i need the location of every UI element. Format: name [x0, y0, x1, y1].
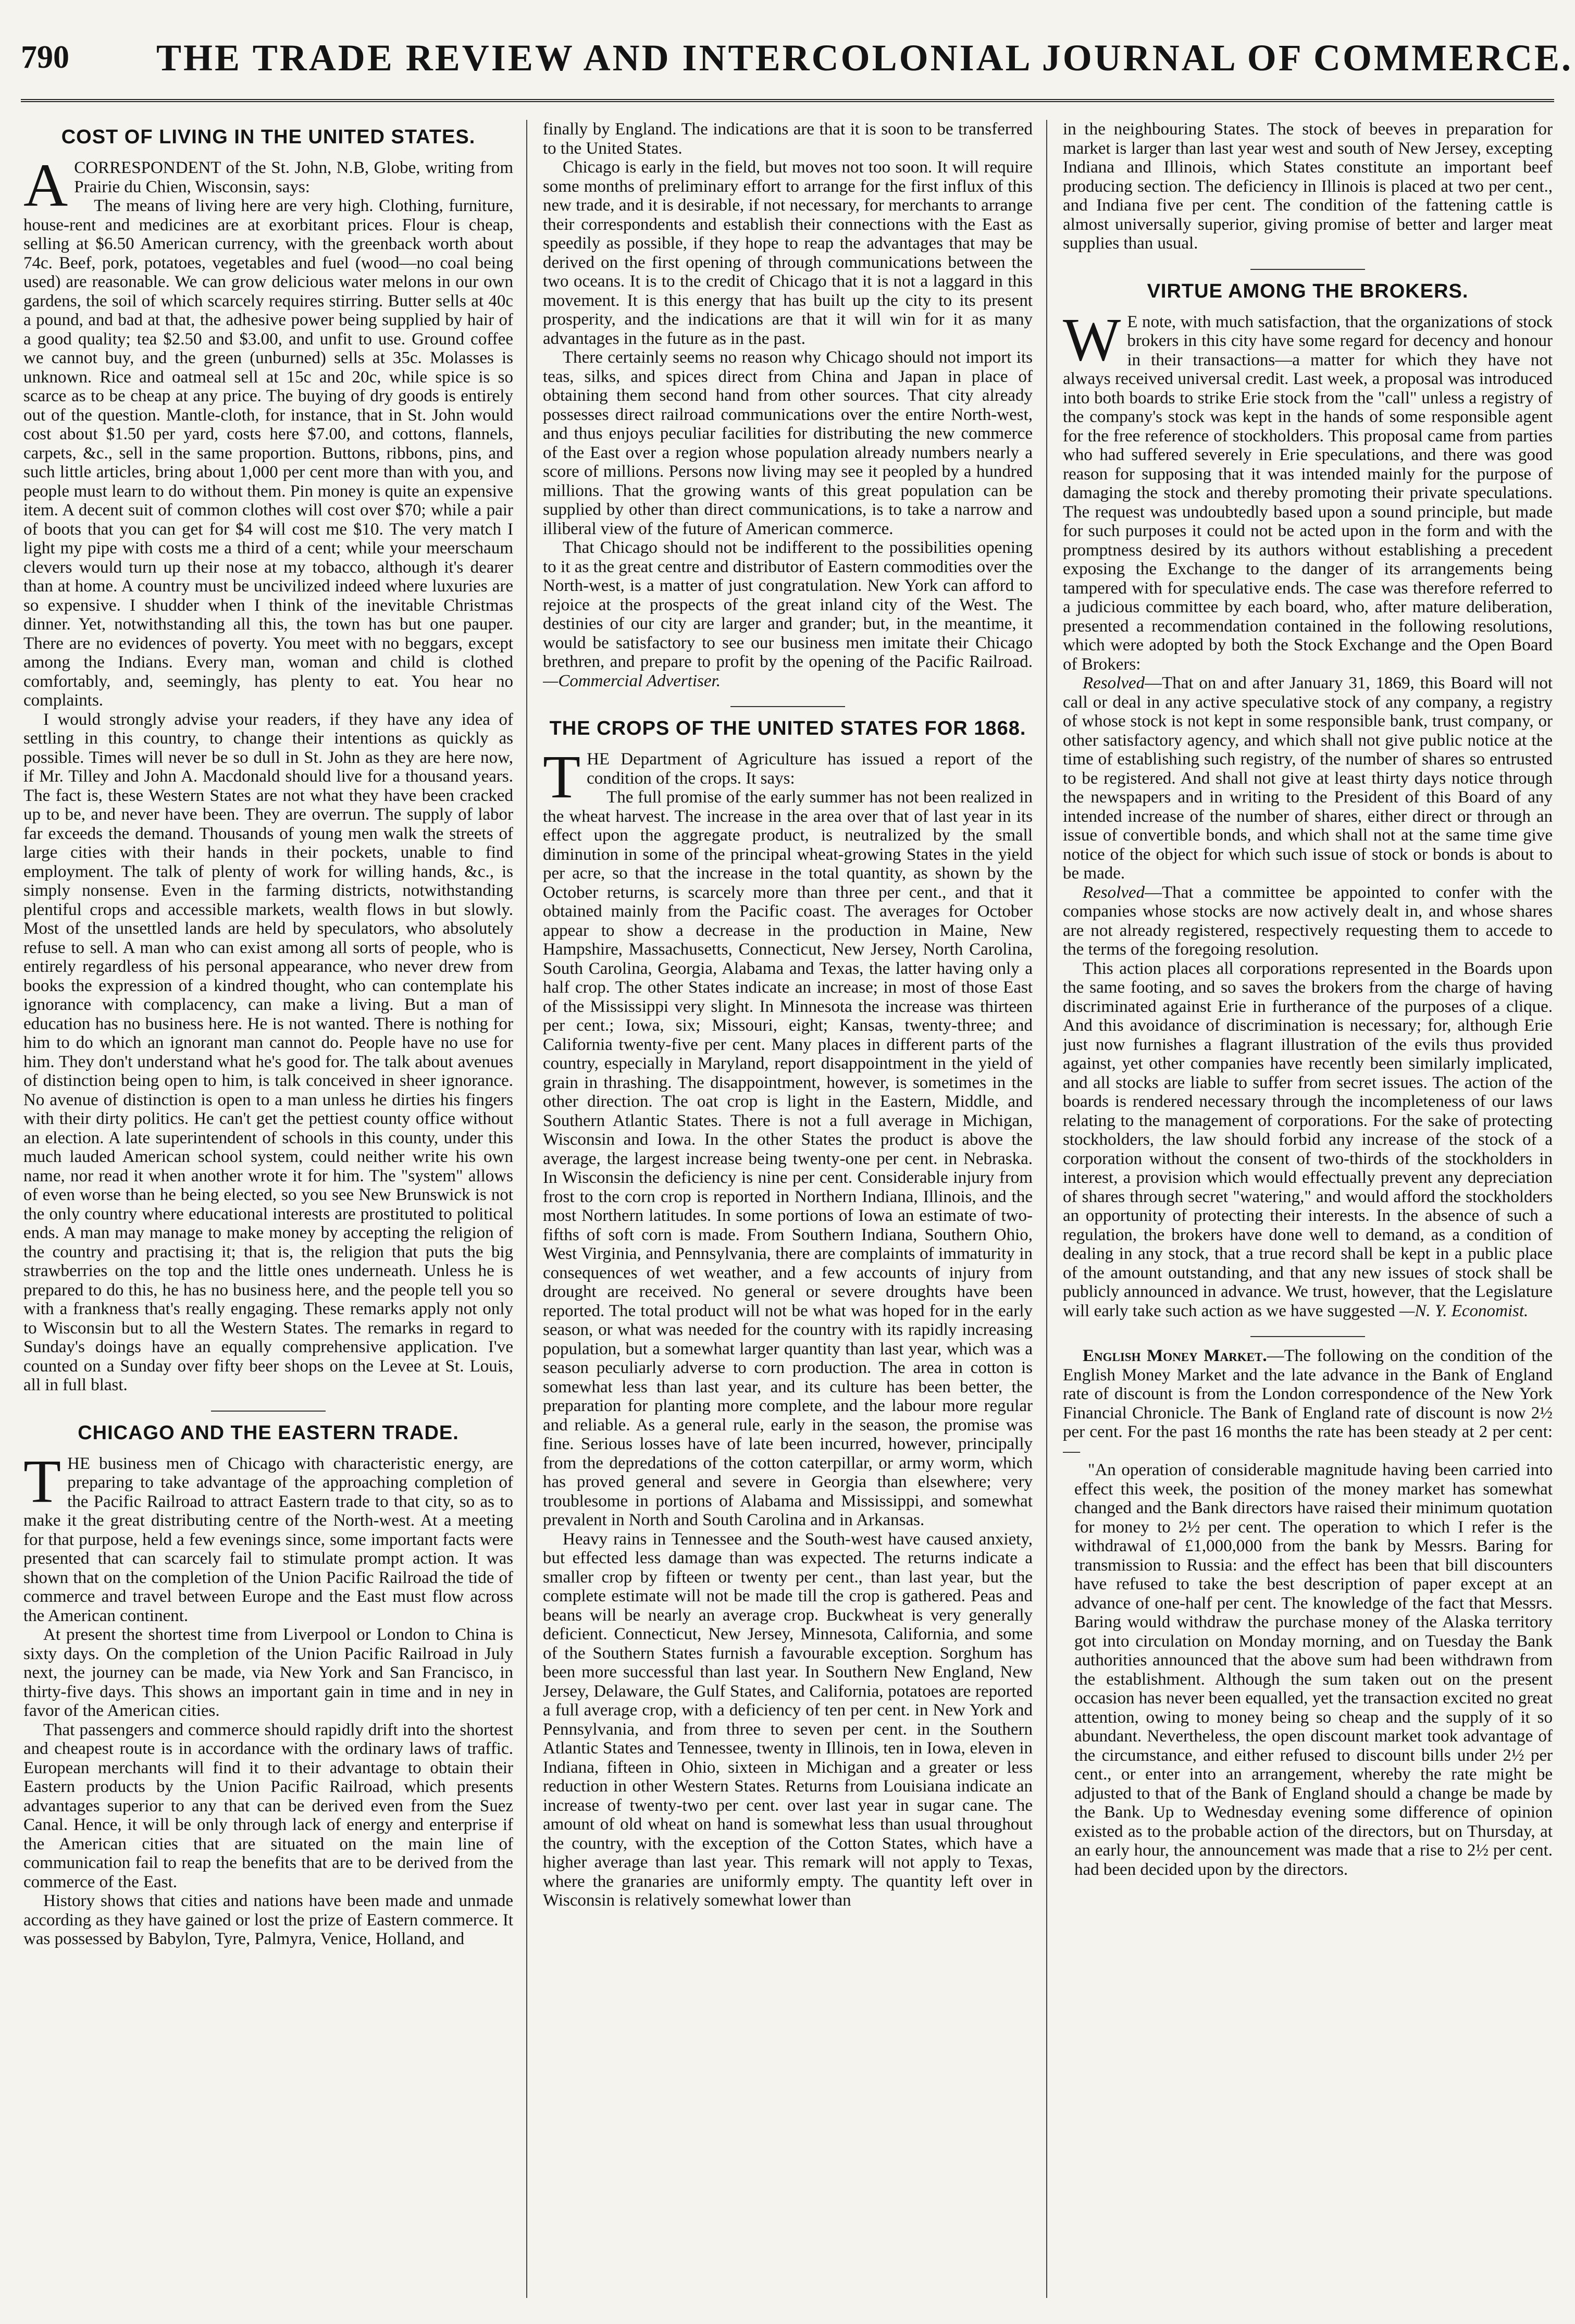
running-title: THE TRADE REVIEW AND INTERCOLONIAL JOURNAL OF COMMERCE.: [156, 37, 1573, 79]
paragraph-text: This action places all corporations represented in the Boards upon the same footing, and so saves the brokers from the charge of having discriminated against Erie in furtherance of the purposes of a clique. And this avoidance of discrimination is necessary; for, although Erie just now furnishes a flagrant illustration of the evils thus provided against, yet other companies have recently been similarly implicated, and all stocks are liable to suffer from secret issues. The action of the boards is rendered necessary through the incompleteness of our laws relating to the management of corporations. For the sake of protecting stockholders, the law should forbid any increase of the stock of a corporation without the consent of two-thirds of the stockholders in interest, a provision which would effectually prevent any depreciation of shares through secret "watering," and would afford the stockholders an opportunity of protecting their interests. In the absence of such a regulation, the brokers have done well to demand, as a condition of dealing in any stock, that a true record shall be kept in a public place of the amount outstanding, and that any new issues of stock shall be publicly announced in advance. We trust, however, that the Legislature will early take such action as we have suggested: [1063, 959, 1553, 1320]
column-rule-left: [526, 120, 527, 2298]
article-title: VIRTUE AMONG THE BROKERS.: [1147, 280, 1469, 302]
lead-text: —The following on the condition of the English Money Market and the late advance in the Bank of England rate of discount is from the London correspondence of the New York Financial Chronicle. The Bank of England rate of discount is now 2½ per cent. For the past 16 months the rate has been steady at 2 per cent:—: [1063, 1346, 1553, 1461]
paragraph: [543, 538, 1033, 690]
drop-cap: W: [1063, 305, 1121, 374]
column-middle: [543, 120, 1033, 2303]
paragraph: finally by England. The indications are that it is soon to be transferred to the United States.: [543, 120, 1033, 158]
lead-text: HE business men of Chicago with characteristic energy, are preparing to take advantage of the approaching completion of the Pacific Railroad to attract Eastern trade to that city, so as to make it the great distributing centre of the North-west. At a meeting for that purpose, held a few evenings since, some important facts were presented that can scarcely fail to stimulate prompt action. It was shown that on the completion of the Union Pacific Railroad the tide of commerce and travel between Europe and the East must flow across the American continent.: [23, 1454, 513, 1625]
page-number: 790: [21, 40, 69, 75]
article-lead: [1063, 305, 1553, 674]
paragraph: There certainly seems no reason why Chicago should not import its teas, silks, and spices direct from China and Japan in place of obtaining them second hand from other sources. That city already possesses direct railroad communications over the entire North-west, and thus enjoys peculiar facilities for distributing the new commerce of the East over a region whose population already numbers nearly a score of millions. Persons now living may see it peopled by a hundred millions. That the growing wants of this great population can be supplied by other than direct communications, is to take a narrow and illiberal view of the future of American commerce.: [543, 348, 1033, 538]
paragraph: "An operation of considerable magnitude having been carried into effect this week, the position of the money market has somewhat changed and the Bank directors have raised their minimum quotation for money to 2½ per cent. The operation to which I refer is the withdrawal of £1,000,000 from the bank by Messrs. Baring for transmission to Russia: and the effect has been that bill discounters have refused to take the best description of paper except at an advance of one-half per cent. The knowledge of the fact that Messrs. Baring would withdraw the purchase money of the Alaska territory got into circulation on Monday morning, and on Tuesday the Bank authorities announced that the above sum had been withdrawn from the establishment. Although the sum taken out on the present occasion has never been equalled, yet the transaction excited no great attention, owing to money being so cheap and the supply of it so abundant. Nevertheless, the open discount market took advantage of the circumstance, and either refused to discount bills under 2½ per cent., or enter into an arrangement, whereby the rate might be adjusted to that of the Bank of England should a change be made by the Bank. Up to Wednesday evening some difference of opinion existed as to the probable action of the directors, but on Thursday, at an early hour, the announcement was made that a rise to 2½ per cent. had been decided upon by the directors.: [1074, 1461, 1553, 1879]
paragraph: [1063, 959, 1553, 1321]
resolution-label: Resolved: [1083, 674, 1145, 693]
paragraph: Chicago is early in the field, but moves not too soon. It will require some months of preliminary effort to arrange for the first influx of this new trade, and it is desirable, if not necessary, for merchants to arrange their correspondents and establish their connections with the East as speedily as possible, if they hope to reap the advantages that may be derived on the first opening of through communications between the two oceans. It is to the credit of Chicago that it is not a laggard in this movement. It is this energy that has built up the city to its present prosperity, and the indications are that it will win for it as many advantages in the future as in the past.: [543, 158, 1033, 348]
article-title: THE CROPS OF THE UNITED STATES FOR 1868.: [549, 718, 1026, 739]
section-divider: [211, 1411, 326, 1412]
article-chicago-eastern-trade: [23, 1411, 513, 1949]
section-divider: [1250, 1336, 1365, 1337]
masthead: [21, 21, 1573, 102]
paragraph: That passengers and commerce should rapidly drift into the shortest and cheapest route is in accordance with the ordinary laws of traffic. European merchants will find it to their advantage to obtain their Eastern products by the Union Pacific Railroad, which presents advantages superior to any that can be derived even from the Suez Canal. Hence, it will be only through lack of energy and enterprise if the American cities that are situated on the main line of communication fail to reap the benefits that are to be derived from the commerce of the East.: [23, 1720, 513, 1892]
paragraph: History shows that cities and nations have been made and unmade according as they have gained or lost the prize of Eastern commerce. It was possessed by Babylon, Tyre, Palmyra, Venice, Holland, and: [23, 1892, 513, 1948]
source-signature: —Commercial Advertiser.: [543, 671, 721, 690]
paragraph: in the neighbouring States. The stock of beeves in preparation for market is larger than last year west and south of New Jersey, excepting Indiana and Illinois, which States constitute an important beef producing section. The deficiency in Illinois is placed at two per cent., and Indiana five per cent. The condition of the fattening cattle is almost universally superior, giving promise of better and larger meat supplies than usual.: [1063, 120, 1553, 253]
article-english-money-market: [1063, 1336, 1553, 1879]
lead-text: CORRESPONDENT of the St. John, N.B, Globe, writing from Prairie du Chien, Wisconsin, says:: [74, 158, 513, 196]
column-right: [1063, 120, 1553, 2303]
article-lead: [1063, 1346, 1553, 1461]
paragraph: Heavy rains in Tennessee and the South-west have caused anxiety, but effected less damage than was expected. The returns indicate a smaller crop by fifteen or twenty per cent., than last year, but the complete estimate will not be made till the crop is gathered. Peas and beans will be nearly an average crop. Buckwheat is very generally deficient. Connecticut, New Jersey, Minnesota, California, and some of the Southern States furnish a favourable exception. Sorghum has been more successful than last year. In Southern New England, New Jersey, Delaware, the Gulf States, and California, potatoes are reported a full average crop, with a deficiency of ten per cent. in New York and Pennsylvania, and from three to seven per cent. in the Southern Atlantic States and Tennessee, twenty in Illinois, ten in Iowa, eleven in Indiana, fifteen in Ohio, sixteen in Michigan and a greater or less reduction in other Western States. Returns from Louisiana indicate an increase of twenty-two per cent. over last year in sugar cane. The amount of old wheat on hand is somewhat less than usual throughout the country, with the exception of the Cotton States, which have a higher average than last year. This remark will not apply to Texas, where the granaries are uniformly empty. The quantity left over in Wisconsin is relatively somewhat lower than: [543, 1529, 1033, 1910]
paragraph: The full promise of the early summer has not been realized in the wheat harvest. The increase in the area over that of last year in its effect upon the aggregate product, is neutralized by the small diminution in some of the principal wheat-growing States in the yield per acre, so that the increase in the total quantity, as shown by the October returns, is scarcely more than three per cent., and that it obtained mainly from the Pacific coast. The averages for October appear to show a decrease in the production in Maine, New Hampshire, Massachusetts, Connecticut, New Jersey, North Carolina, South Carolina, Georgia, Alabama and Texas, the latter having only a half crop. The other States indicate an increase; in most of those East of the Mississippi very slight. In Minnesota the increase was thirteen per cent.; Iowa, six; Missouri, eight; Kansas, twenty-three; and California twenty-five per cent. Many places in different parts of the country, especially in Maryland, report disappointment in the yield of grain in thrashing. The disappointment, however, is sometimes in the other direction. The oat crop is light in the Eastern, Middle, and Southern Atlantic States. There is not a full average in Michigan, Wisconsin and Iowa. In the other States the product is above the average, the largest increase being twenty-one per cent. in Nebraska. In Wisconsin the deficiency is nine per cent. Considerable injury from frost to the corn crop is reported in Northern Indiana, Illinois, and the most Northern latitudes. In some portions of Iowa an estimate of two-fifths of soft corn is made. From Southern Indiana, Southern Ohio, West Virginia, and Pennsylvania, there are complaints of immaturity in consequences of wet weather, and a few accounts of injury from drought are received. No general or severe droughts have been reported. The total product will not be what was hoped for in the early season, or what was needed for the country with its rapidly increasing population, but a somewhat larger quantity than last year, which was a season peculiarly adverse to corn production. The area in cotton is somewhat less than last year, and its culture has been better, the preparation for planting more complete, and the labour more regular and reliable. As a general rule, early in the season, the promise was fine. Serious losses have of late been incurred, however, principally from the depredations of the cotton caterpillar, or army worm, which has proved general and severe in Georgia than elsewhere; very troublesome in portions of Alabama and Mississippi, and somewhat prevalent in North and South Carolina and in Arkansas.: [543, 788, 1033, 1529]
section-divider: [1250, 269, 1365, 270]
resolution-label: Resolved: [1083, 883, 1145, 902]
article-lead: [543, 743, 1033, 811]
article-virtue-brokers: [1063, 269, 1553, 1321]
drop-cap: A: [23, 151, 68, 219]
paragraph: The means of living here are very high. Clothing, furniture, house-rent and medicines are at exorbitant prices. Flour is cheap, selling at $6.50 American currency, with the greenback worth about 74c. Beef, pork, potatoes, vegetables and fuel (wood—no coal being used) are reasonable. We can grow delicious water melons in our own gardens, the soil of which scarcely requires stirring. Butter sells at 40c a pound, and bad at that, the adhesive power being supplied by hair of a good quality; tea $2.50 and $3.00, and unfit to use. Ground coffee we cannot buy, and the green (unburned) sells at 35c. Molasses is unknown. Rice and oatmeal sell at 15c and 20c, while spice is so scarce as to be cheap at any price. The buying of dry goods is entirely out of the question. Mantle-cloth, for instance, that in St. John would cost about $1.50 per yard, costs here $7.00, and cottons, flannels, carpets, &c., sell in the same proportion. Buttons, ribbons, pins, and such little articles, bring about 1,000 per cent more than with you, and people must learn to do without them. Pin money is quite an expensive item. A decent suit of common clothes will cost over $70; while a pair of boots that you can get for $4 will cost me $10. The very match I light my pipe with costs me a third of a cent; while your meerschaum clevers would turn up their nose at my tobacco, although it's dearer than at home. A country must be uncivilized indeed where luxuries are so expensive. I shudder when I think of the inevitable Christmas dinner. Yet, notwithstanding all this, the town has but one pauper. There are no evidences of poverty. You meet with no beggars, except among the Indians. Every man, woman and child is clothed comfortably, and, seemingly, has plenty to eat. You hear no complaints.: [23, 196, 513, 710]
paragraph-text: That Chicago should not be indifferent to the possibilities opening to it as the great centre and distributor of Eastern commodities over the North-west, is a matter of just congratulation. New York can afford to rejoice at the prospects of the great inland city of the West. The destinies of our city are larger and grander; but, in the meantime, it would be satisfactory to see our business men imitate their Chicago brethren, and prepare to profit by the opening of the Pacific Railroad.: [543, 538, 1033, 671]
resolution-text: —That a committee be appointed to confer with the companies whose stocks are now actively dealt in, and whose shares are not already registered, respectively requesting them to accede to the terms of the foregoing resolution.: [1063, 883, 1553, 959]
lead-text: E note, with much satisfaction, that the organizations of stock brokers in this city have some regard for decency and honour in their transactions—a matter for which they have not always received universal credit. Last week, a proposal was introduced into both boards to strike Erie stock from the "call" unless a registry of the company's stock was kept in the hands of some responsible agent for the free reference of stockholders. This proposal came from parties who had suffered severely in Erie speculations, and there was good reason for supposing that it was intended mainly for the purpose of damaging the stock and thereby promoting their private speculations. The request was undoubtedly based upon a sound principle, but made for such purposes it could not be acted upon in the form and with the promptness desired by its authors without establishing a precedent exposing the Exchange to the danger of its arrangements being tampered with for speculative ends. The case was therefore referred to a judicious committee by each board, who, after mature deliberation, presented a recommendation contained in the following resolutions, which were adopted by both the Stock Exchange and the Open Board of Brokers:: [1063, 312, 1553, 674]
paragraph: I would strongly advise your readers, if they have any idea of settling in this country, to change their intentions as quickly as possible. Times will never be so dull in St. John as they are here now, if Mr. Tilley and John A. Macdonald should live for a thousand years. The fact is, these Western States are not what they have been cracked up to be, and never have been. They are overrun. The supply of labor far exceeds the demand. Thousands of young men walk the streets of large cities with their hands in their pockets, unable to find employment. The talk of plenty of work for willing hands, &c., is simply nonsense. Even in the farming districts, notwithstanding plentiful crops and accessible markets, wealth flows in but slowly. Most of the unsettled lands are held by speculators, who absolutely refuse to sell. A man who can exist among all sorts of people, who is entirely regardless of his personal appearance, who never drew from books the expression of a kindred thought, who can contemplate his ignorance with complacency, can make a living. But a man of education has no business here. He is not wanted. There is nothing for him to do which an ignorant man cannot do. People have no use for him. They don't understand what he's good for. The talk about avenues of distinction being open to him, is talk conceived in sheer ignorance. No avenue of distinction is open to a man unless he dirties his fingers with their dirty politics. He can't get the pettiest county office without an election. A late superintendent of schools in this county, under this much lauded American school system, could neither write his own name, nor read it when another wrote it for him. The "system" allows of even worse than he being elected, so you see New Brunswick is not the only country where educational interests are prostituted to political ends. A man may manage to make money by accepting the religion of the country and practising it; that is, the religion that puts the big strawberries on the top and the little ones underneath. Unless he is prepared to do this, he has no business here, and the people tell you so with a frankness that's really engaging. These remarks apply not only to Wisconsin but to all the Western States. The remarks in regard to Sunday's doings have an equally comprehensive application. I've counted on a Sunday over fifty beer shops on the Levee at St. Louis, all in full blast.: [23, 710, 513, 1394]
column-left: [23, 120, 513, 2303]
drop-cap: T: [23, 1447, 61, 1515]
article-title: COST OF LIVING IN THE UNITED STATES.: [61, 126, 476, 148]
source-signature: —N. Y. Economist.: [1399, 1301, 1529, 1320]
section-divider: [730, 706, 845, 707]
article-title: CHICAGO AND THE EASTERN TRADE.: [78, 1421, 459, 1444]
resolution-text: —That on and after January 31, 1869, this Board will not call or deal in any active speculative stock of any company, a registry of whose stock is not kept in some responsible bank, trust company, or other satisfactory agency, and which shall not give public notice at the time of establishing such registry, of the number of shares so entrusted to be registered. And shall not give at least thirty days notice through the newspapers and in writing to the President of this Board of any intended increase of the number of shares, either direct or through an issue of convertible bonds, and which shall not at the same time give notice of the object for which such issue of stock or bonds is about to be made.: [1063, 674, 1553, 883]
article-lead: [23, 151, 513, 219]
article-crops-continued: [1063, 120, 1553, 253]
resolution: [1063, 883, 1553, 959]
resolution: [1063, 674, 1553, 883]
article-cost-of-living: [23, 125, 513, 1395]
quoted-correspondence: [1063, 1461, 1553, 1879]
drop-cap: T: [543, 743, 581, 811]
lead-text: HE Department of Agriculture has issued a report of the condition of the crops. It says:: [587, 750, 1033, 788]
article-run-in-title: English Money Market.: [1083, 1346, 1267, 1365]
article-lead: [23, 1447, 513, 1626]
article-crops: [543, 706, 1033, 1910]
column-rule-right: [1046, 120, 1047, 2298]
paragraph: At present the shortest time from Liverpool or London to China is sixty days. On the completion of the Union Pacific Railroad in July next, the journey can be made, via New York and San Francisco, in thirty-five days. This shows an important gain in time and in ney in favor of the American cities.: [23, 1625, 513, 1720]
article-chicago-continued: [543, 120, 1033, 690]
